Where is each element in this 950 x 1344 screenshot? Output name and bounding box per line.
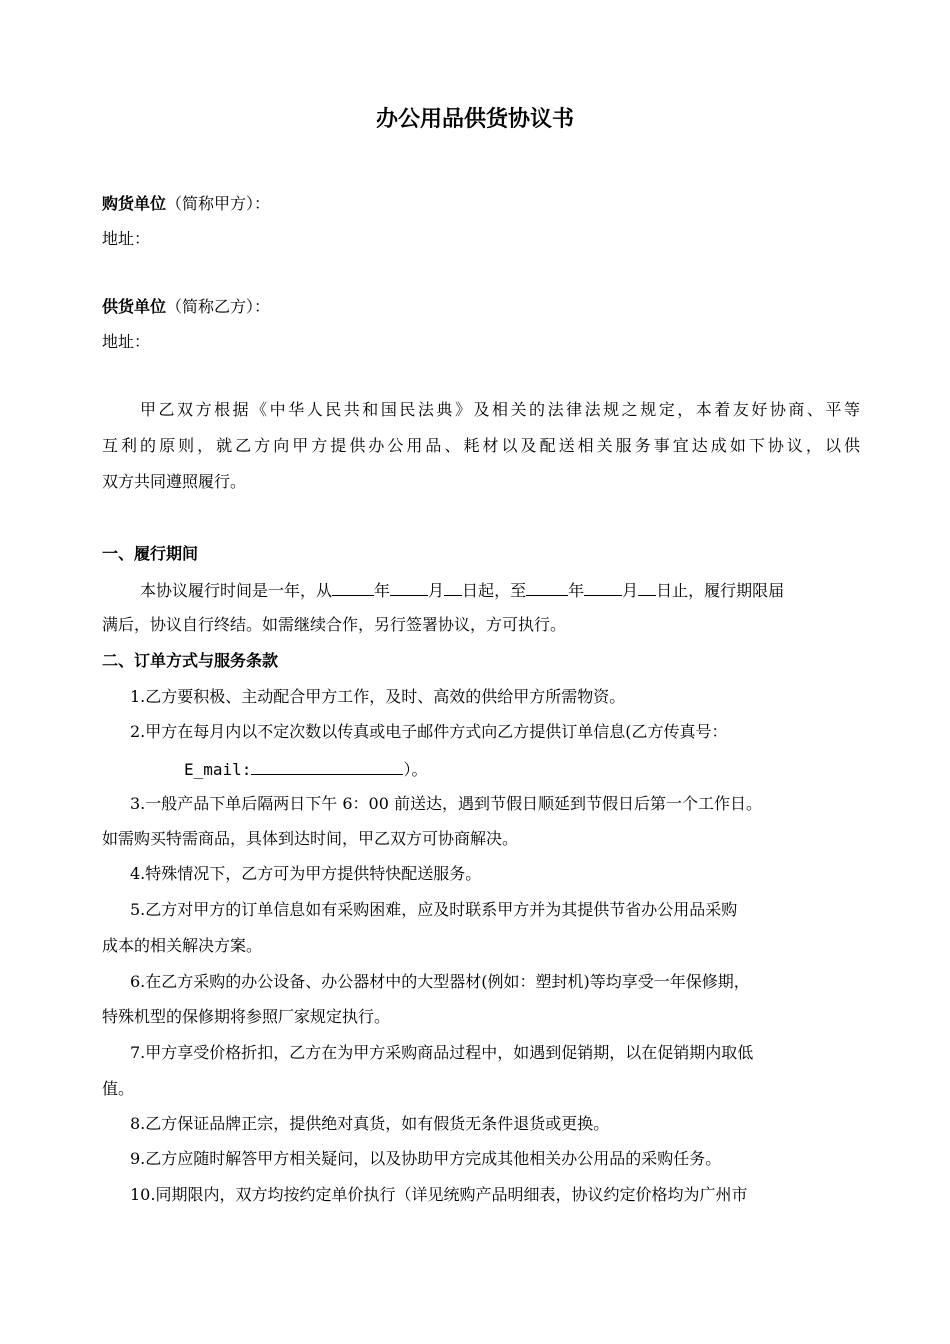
clause-10: 10.同期限内，双方均按约定单价执行（详见统购产品明细表，协议约定价格均为广州市 [130, 1185, 748, 1204]
end-month-blank[interactable] [584, 577, 622, 596]
term-qi-zhi: 起，至 [478, 581, 527, 600]
term-text-after: 止，履行期限届 [672, 581, 785, 600]
clause-6-cont: 特殊机型的保修期将参照厂家规定执行。 [102, 1007, 391, 1026]
intro-line-1: 甲乙双方根据《中华人民共和国民法典》及相关的法律法规之规定，本着友好协商、平等 [140, 400, 860, 419]
clause-1: 1.乙方要积极、主动配合甲方工作，及时、高效的供给甲方所需物资。 [130, 687, 626, 706]
clause-9: 9.乙方应随时解答甲方相关疑问，以及协助甲方完成其他相关办公用品的采购任务。 [130, 1149, 722, 1168]
end-month-label: 月 [622, 581, 639, 600]
term-line-2: 满后，协议自行终结。如需继续合作，另行签署协议，方可执行。 [102, 615, 567, 634]
intro-line-3: 双方共同遵照履行。 [102, 472, 247, 491]
email-blank[interactable] [251, 756, 403, 775]
start-day-blank[interactable] [444, 577, 462, 596]
start-day-label: 日 [462, 581, 479, 600]
section-1-heading: 一、履行期间 [102, 544, 199, 563]
buyer-address: 地址： [102, 229, 151, 248]
clause-2: 2.甲方在每月内以不定次数以传真或电子邮件方式向乙方提供订单信息(乙方传真号： [130, 722, 728, 741]
email-label: E_mail: [184, 760, 252, 779]
start-year-blank[interactable] [332, 577, 374, 596]
supplier-suffix: （简称乙方）： [166, 297, 271, 316]
supplier-line [102, 295, 270, 319]
intro-line-2: 互利的原则，就乙方向甲方提供办公用品、耗材以及配送相关服务事宜达成如下协议，以供 [102, 436, 860, 455]
end-day-label: 日 [656, 581, 673, 600]
clause-3-cont: 如需购买特需商品，具体到达时间，甲乙双方可协商解决。 [102, 829, 519, 848]
section-2-heading: 二、订单方式与服务条款 [102, 651, 279, 670]
buyer-label: 购货单位 [102, 194, 167, 213]
term-line [140, 577, 784, 603]
document-title: 办公用品供货协议书 [375, 107, 574, 132]
clause-3: 3.一般产品下单后隔两日下午 6：00 前送达，遇到节假日顺延到节假日后第一个工作日。 [130, 794, 762, 813]
start-month-label: 月 [428, 581, 445, 600]
clause-5-cont: 成本的相关解决方案。 [102, 936, 263, 955]
clause-5: 5.乙方对甲方的订单信息如有采购困难，应及时联系甲方并为其提供节省办公用品采购 [130, 900, 738, 919]
buyer-suffix: （简称甲方）： [166, 194, 271, 213]
term-text-before: 本协议履行时间是一年，从 [140, 581, 333, 600]
start-month-blank[interactable] [390, 577, 428, 596]
end-year-label: 年 [568, 581, 585, 600]
clause-6: 6.在乙方采购的办公设备、办公器材中的大型器材(例如：塑封机)等均享受一年保修期， [130, 972, 750, 991]
supplier-address: 地址： [102, 332, 151, 351]
clause-8: 8.乙方保证品牌正宗，提供绝对真货，如有假货无条件退货或更换。 [130, 1114, 610, 1133]
clause-4: 4.特殊情况下，乙方可为甲方提供特快配送服务。 [130, 864, 482, 883]
email-close: ）。 [403, 760, 428, 779]
start-year-label: 年 [374, 581, 391, 600]
clause-7: 7.甲方享受价格折扣，乙方在为甲方采购商品过程中，如遇到促销期，以在促销期内取低 [130, 1043, 754, 1062]
buyer-line [102, 192, 270, 216]
end-day-blank[interactable] [638, 577, 656, 596]
email-line [184, 756, 427, 782]
end-year-blank[interactable] [526, 577, 568, 596]
supplier-label: 供货单位 [102, 297, 167, 316]
clause-7-cont: 值。 [102, 1079, 135, 1098]
